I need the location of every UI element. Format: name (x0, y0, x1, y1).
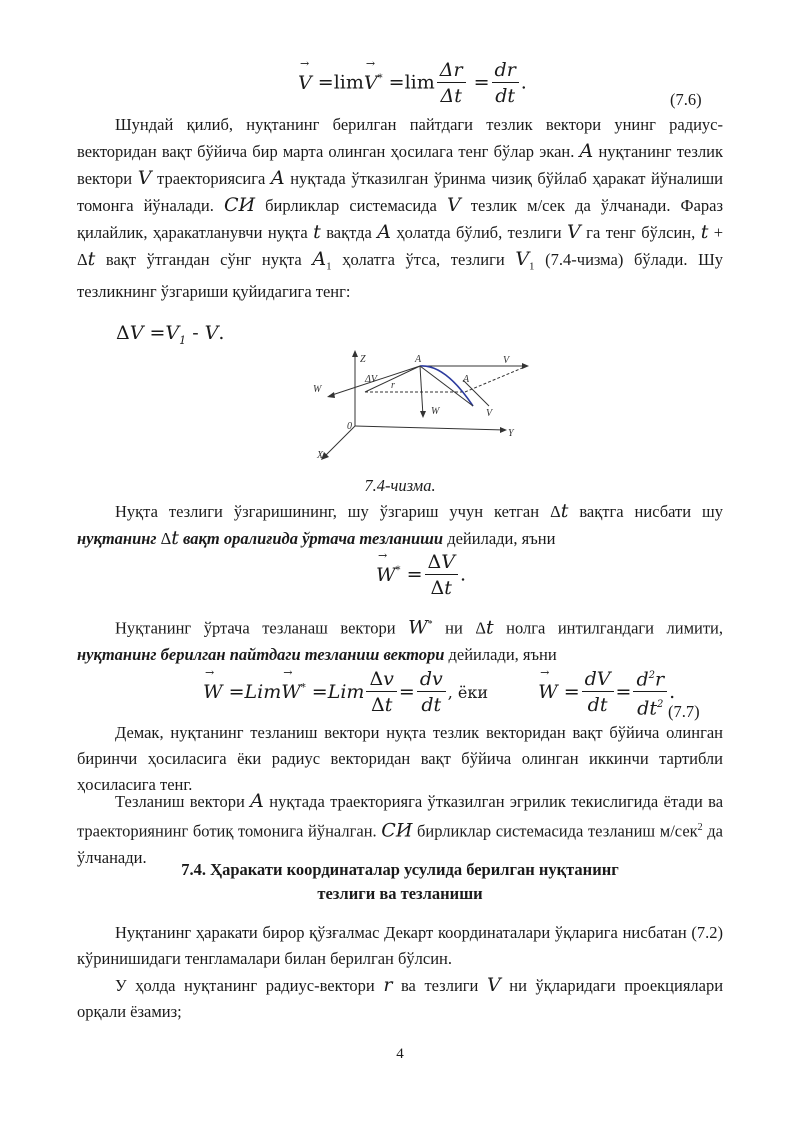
origin-label: 0 (347, 421, 352, 432)
average-acceleration-formula: → W* = $\frac{\Delta V}{\Delta t}$ . (376, 550, 466, 601)
paragraph-instant-acceleration: Нуқтанинг ўртача тезланаш вектори W* ни Δt нолга интилгандаги лимити, нуқтанинг берилган пайтдаги тезланиш вектори дейилади, яъни (77, 616, 724, 664)
point-a1-label: A (463, 374, 470, 385)
equation-number-7-6: (7.6) (670, 90, 702, 109)
acceleration-w-label: W (431, 406, 440, 417)
paragraph-conclusion: Демак, нуқтанинг тезланиш вектори нуқта тезлик векторидан вақт бўйича олинган биринчи ҳосиласига ёки радиус векторидан вақт бўйича олинган иккинчи тартибли ҳосиласига тенг. (77, 723, 723, 794)
equation-7-6: → V =lim→ V* =lim $\frac{\Delta r}{\Delta t}$ = $\frac{dr}{dt}$ . (298, 58, 527, 109)
figure-7-4 (305, 348, 540, 463)
radius-r-label: r (391, 380, 395, 391)
point-a-label: A (415, 354, 422, 365)
paragraph-motion-equations: Нуқтанинг ҳаракати бирор қўзғалмас Декарт координаталари ўқларига нисбатан (7.2) кўринишидаги тенгламалари билан берилган бўлсин. (77, 923, 723, 968)
equation-7-7: → W =Lim→ W* =Lim $\frac{\Delta v}{\Delta t}$ = $\frac{dv}{dt}$ , ёки → W = $\frac{dV}{dt}$ = $\frac{d^2r}{dt^2}$ . (203, 664, 675, 722)
section-heading: 7.4. Ҳаракати координаталар усулида берилган нуқтанинг тезлиги ва тезланиши (181, 860, 619, 903)
delta-v-label: ΔV (365, 374, 377, 385)
paragraph-velocity-definition: Шундай қилиб, нуқтанинг берилган пайтдаги тезлик вектори унинг радиус-векторидан вақт бўйича бир марта олинган ҳосилага тенг бўлар экан. A нуқтанинг тезлик вектори V траекториясига A нуқтада ўтказилган ўринма чизиқ бўйлаб ҳаракат йўналиши томонга йўналади. СИ бирликлар системасида V тезлик м/сек да ўлчанади. Фараз қилайлик, ҳаракатланувчи нуқта t вақтда A ҳолатда бўлиб, тезлиги V га тенг бўлсин, t + Δt вақт ўтгандан сўнг нуқта $A_1$ ҳолатга ўтса, тезлиги $V_1$ (7.4-чизма) бўлади. Шу тезликнинг ўзгариши қуйидагига тенг: (77, 115, 724, 302)
page-number: 4 (396, 1046, 404, 1062)
y-axis-label: Y (508, 428, 514, 439)
paragraph-projections: У ҳолда нуқтанинг радиус-вектори r ва тезлиги V ни ўқларидаги проекциялари орқали ёзамиз; (77, 974, 724, 1021)
paragraph-average-acceleration: Нуқта тезлиги ўзгаришининг, шу ўзгариш учун кетган Δt вақтга нисбати шу нуқтанинг Δt вақт оралиғида ўртача тезланиши дейилади, яъни (77, 500, 723, 549)
paragraph-acceleration-direction: Тезланиш вектори A нуқтада траекторияга ўтказилган эгрилик текислигида ётади ва траекториянинг ботиқ томонига йўналган. СИ бирликлар системасида тезланиш м/сек$^2$ да ўлчанади. (77, 790, 724, 867)
velocity-v1-label: V (486, 408, 493, 419)
equation-number-7-7: (7.7) (668, 702, 700, 721)
x-axis-label: X (317, 450, 324, 461)
w1-label: W (313, 384, 322, 395)
delta-v-formula: $\Delta V =V_1 - V$. (116, 322, 225, 347)
velocity-v-label: V (503, 355, 510, 366)
figure-caption: 7.4-чизма. (364, 476, 436, 495)
z-axis-label: Z (360, 354, 366, 365)
